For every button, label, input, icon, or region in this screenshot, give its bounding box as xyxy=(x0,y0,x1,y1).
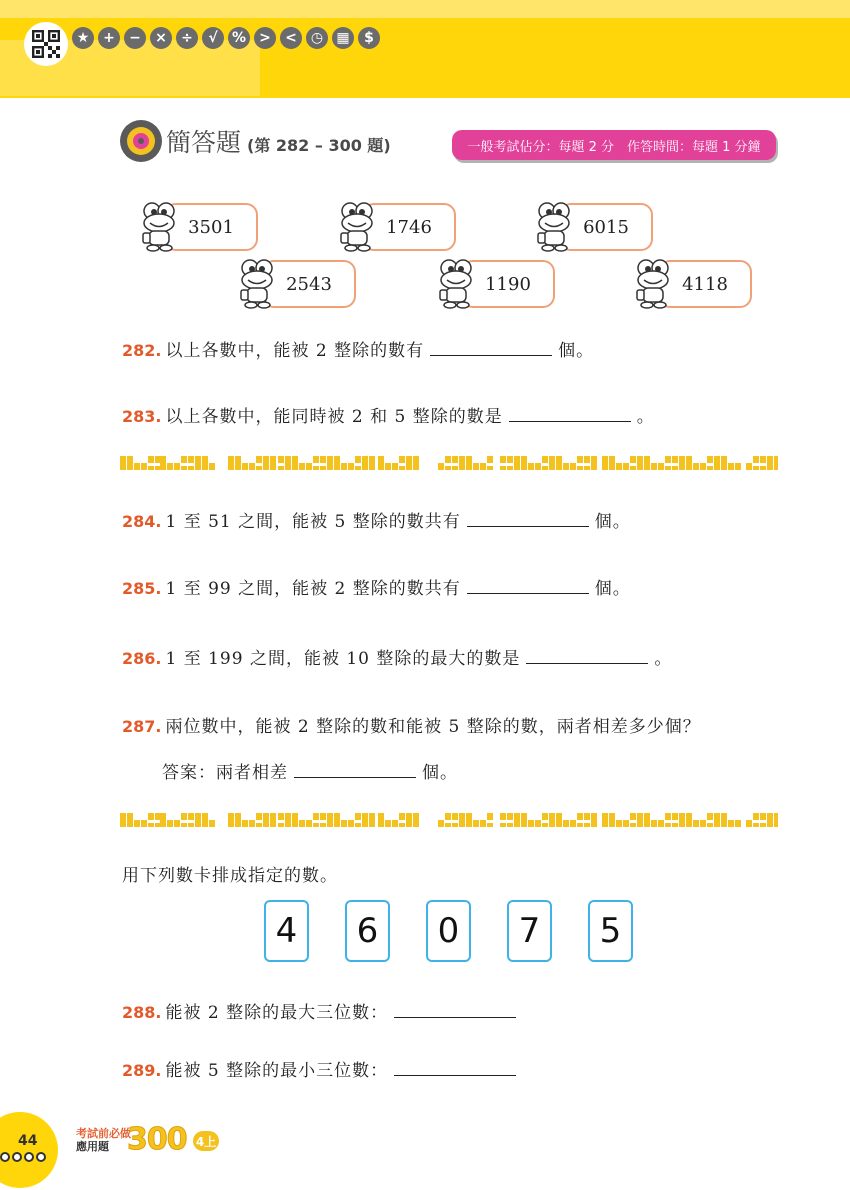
frog-mascot-icon xyxy=(634,258,674,310)
frog-mascot-icon xyxy=(238,258,278,310)
question-text: 以上各數中，能同時被 2 和 5 整除的數是 xyxy=(165,407,503,427)
question-text: 以上各數中，能被 2 整除的數有 xyxy=(165,341,425,361)
qr-code-graphic xyxy=(32,30,60,58)
answer-label: 答案：兩者相差 xyxy=(162,763,288,783)
question-number: 284. xyxy=(122,512,162,531)
grade-badge: 4上 xyxy=(193,1131,219,1151)
divide-icon: ÷ xyxy=(176,27,198,49)
question-suffix: 個。 xyxy=(558,341,595,361)
brand-number: 300 xyxy=(127,1122,187,1157)
answer-blank[interactable] xyxy=(526,648,648,664)
number-value: 1190 xyxy=(461,260,555,308)
sqrt-icon: √ xyxy=(202,27,224,49)
number-value: 4118 xyxy=(658,260,752,308)
percent-icon: % xyxy=(228,27,250,49)
question-suffix: 。 xyxy=(636,407,655,427)
question-text: 1 至 99 之間，能被 2 整除的數共有 xyxy=(165,579,461,599)
score-info-badge: 一般考試佔分：每題 2 分 作答時間：每題 1 分鐘 xyxy=(452,130,776,160)
frog-mascot-icon xyxy=(437,258,477,310)
book-brand xyxy=(76,1128,131,1154)
question-text: 能被 5 整除的最小三位數： xyxy=(165,1061,389,1081)
section-heading xyxy=(120,120,391,162)
star-icon: ★ xyxy=(72,27,94,49)
brand-line-2: 應用題 xyxy=(76,1140,109,1153)
number-bubble xyxy=(439,260,555,308)
number-value: 3501 xyxy=(164,203,258,251)
footer-dots xyxy=(0,1152,46,1162)
greater-than-icon: > xyxy=(254,27,276,49)
number-value: 2543 xyxy=(262,260,356,308)
number-value: 6015 xyxy=(559,203,653,251)
question-285 xyxy=(122,574,631,599)
answer-blank[interactable] xyxy=(294,762,416,778)
number-value: 1746 xyxy=(362,203,456,251)
number-bubble xyxy=(340,203,456,251)
number-card: 7 xyxy=(507,900,552,962)
number-card: 0 xyxy=(426,900,471,962)
question-288 xyxy=(122,998,522,1023)
answer-287 xyxy=(162,758,458,783)
answer-blank[interactable] xyxy=(430,340,552,356)
section-title: 簡答題 xyxy=(166,128,242,157)
question-suffix: 。 xyxy=(654,649,673,669)
number-bubble xyxy=(537,203,653,251)
brand-line-1: 考試前必做 xyxy=(76,1127,131,1140)
answer-blank[interactable] xyxy=(467,511,589,527)
times-icon: × xyxy=(150,27,172,49)
question-suffix: 個。 xyxy=(594,512,631,532)
question-number: 288. xyxy=(122,1003,162,1022)
plus-icon: + xyxy=(98,27,120,49)
question-286 xyxy=(122,644,672,669)
question-text: 能被 2 整除的最大三位數： xyxy=(165,1003,389,1023)
question-287 xyxy=(122,712,701,737)
answer-suffix: 個。 xyxy=(422,763,458,783)
question-289 xyxy=(122,1056,522,1081)
answer-blank[interactable] xyxy=(394,1060,516,1076)
number-cards xyxy=(264,900,633,962)
dollar-icon: $ xyxy=(358,27,380,49)
math-icon-row xyxy=(72,27,380,49)
question-number: 286. xyxy=(122,649,162,668)
answer-blank[interactable] xyxy=(394,1002,516,1018)
frog-mascot-icon xyxy=(338,201,378,253)
question-text: 兩位數中，能被 2 整除的數和能被 5 整除的數，兩者相差多少個？ xyxy=(165,717,701,737)
answer-blank[interactable] xyxy=(467,578,589,594)
number-bubble xyxy=(142,203,258,251)
pixel-divider xyxy=(120,456,778,470)
number-bubble xyxy=(636,260,752,308)
number-card: 6 xyxy=(345,900,390,962)
question-282 xyxy=(122,336,594,361)
frog-mascot-icon xyxy=(535,201,575,253)
cards-instruction: 用下列數卡排成指定的數。 xyxy=(122,866,338,886)
pixel-pattern-strip xyxy=(0,0,850,18)
number-card: 4 xyxy=(264,900,309,962)
qr-code-icon[interactable] xyxy=(24,22,68,66)
minus-icon: − xyxy=(124,27,146,49)
question-text: 1 至 51 之間，能被 5 整除的數共有 xyxy=(165,512,461,532)
number-bubble xyxy=(240,260,356,308)
target-icon xyxy=(120,120,162,162)
clock-icon: ◷ xyxy=(306,27,328,49)
question-283 xyxy=(122,402,655,427)
question-284 xyxy=(122,507,631,532)
question-range: (第 282 – 300 題) xyxy=(247,135,391,155)
page-number: 44 xyxy=(18,1133,38,1149)
frog-mascot-icon xyxy=(140,201,180,253)
question-number: 285. xyxy=(122,579,162,598)
footer-blob xyxy=(0,1112,58,1188)
question-suffix: 個。 xyxy=(594,579,631,599)
question-number: 282. xyxy=(122,341,162,360)
less-than-icon: < xyxy=(280,27,302,49)
pixel-divider xyxy=(120,813,778,827)
question-number: 287. xyxy=(122,717,162,736)
header-band xyxy=(0,0,850,98)
question-number: 289. xyxy=(122,1061,162,1080)
question-text: 1 至 199 之間，能被 10 整除的最大的數是 xyxy=(165,649,521,669)
answer-blank[interactable] xyxy=(509,406,631,422)
calculator-icon: ▦ xyxy=(332,27,354,49)
number-card: 5 xyxy=(588,900,633,962)
question-number: 283. xyxy=(122,407,162,426)
